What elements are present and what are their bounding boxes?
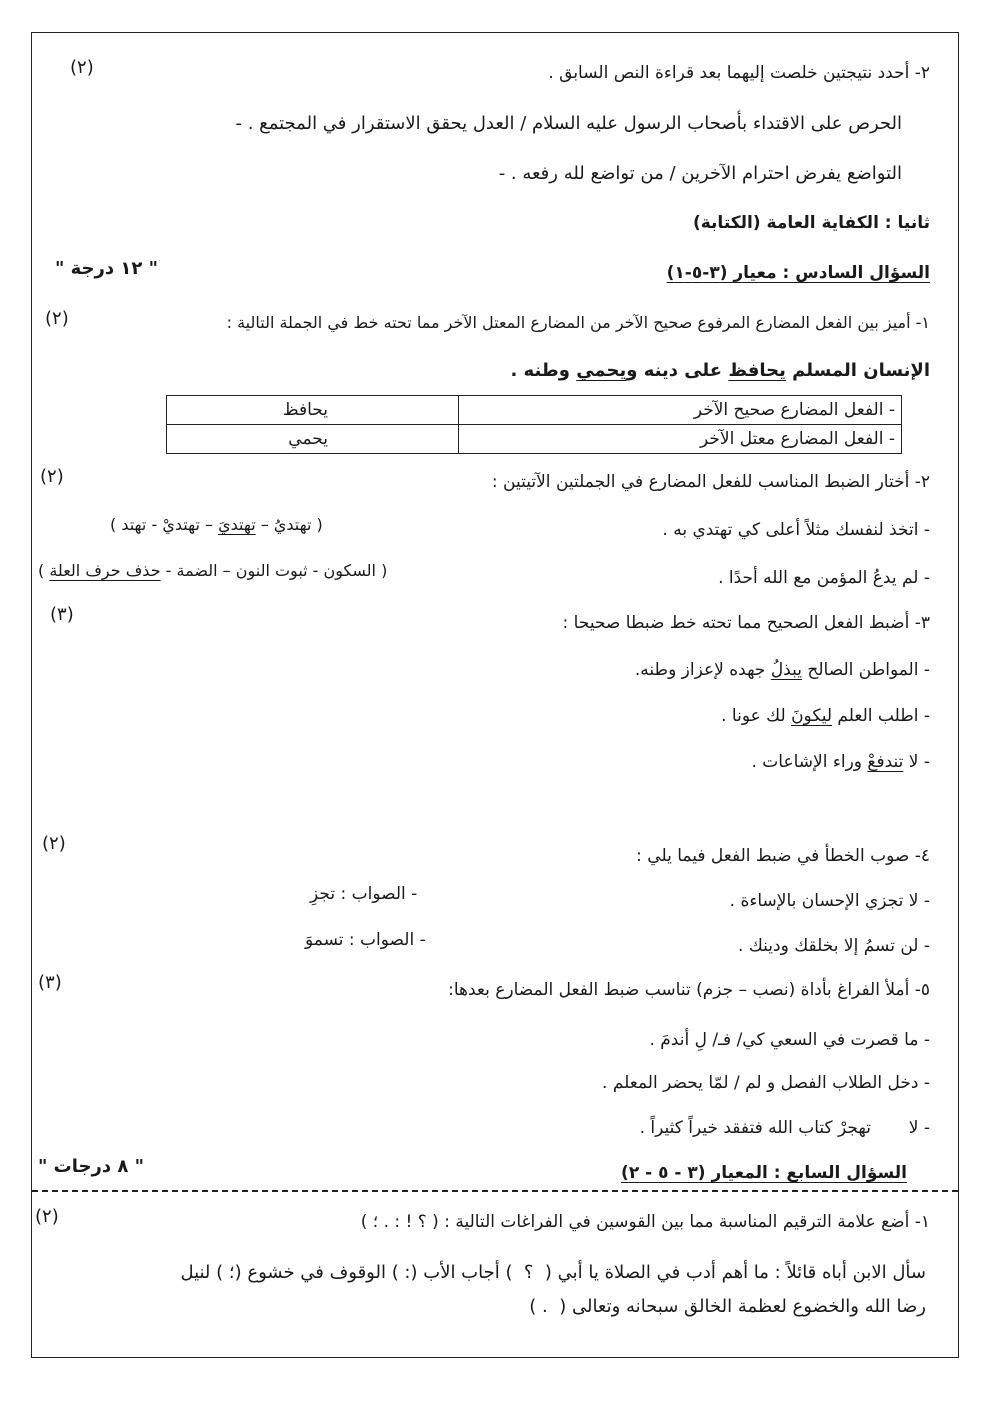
q7-grade: " ٨ درجات " [38, 1156, 144, 1177]
correction: - الصواب : تسموَ [305, 930, 426, 950]
table-value: يحمي [167, 425, 459, 454]
q-item2-prompt: ٢- أحدد نتيجتين خلصت إليهما بعد قراءة النص السابق . [548, 63, 930, 83]
q7-item1-prompt: ١- أضع علامة الترقيم المناسبة مما بين القوسين في الفراغات التالية : ( ؟ ! : . ؛ ) [360, 1212, 930, 1232]
answer-line: التواضع يفرض احترام الآخرين / من تواضع لله رفعه . - [498, 163, 902, 184]
q6-item5-line: - دخل الطلاب الفصل و لم / لمّا يحضر المعلم . [602, 1073, 930, 1093]
q6-sentence: الإنسان المسلم يحافظ على دينه ويحمي وطنه . [510, 360, 930, 381]
q7-paragraph-line: رضا الله والخضوع لعظمة الخالق سبحانه وتعالى ( . ) [529, 1296, 926, 1317]
answer-line: الحرص على الاقتداء بأصحاب الرسول عليه السلام / العدل يحقق الاستقرار في المجتمع . - [235, 113, 902, 134]
q7-item1-mark: (٢) [35, 1206, 59, 1227]
q6-item3-line: - اطلب العلم ليكونَ لك عونا . [721, 706, 930, 726]
table-row [167, 425, 902, 454]
underlined-verb: ليكونَ [791, 706, 833, 726]
q6-item2-mark: (٢) [40, 466, 64, 487]
correction: - الصواب : تجزِ [310, 884, 418, 904]
q6-item4-prompt: ٤- صوب الخطأ في ضبط الفعل فيما يلي : [636, 846, 930, 866]
q6-item3-line: - المواطن الصالح يبذلُ جهده لإعزاز وطنه. [634, 660, 930, 680]
q6-item3-prompt: ٣- أضبط الفعل الصحيح مما تحته خط ضبطا صحيحا : [562, 613, 930, 633]
q7-paragraph-line: سأل الابن أباه قائلاً : ما أهم أدب في الصلاة يا أبي ( ؟ ) أجاب الأب (: ) الوقوف في خشوع (؛ ) لنيل [180, 1262, 926, 1283]
table-label: - الفعل المضارع معتل الآخر [459, 425, 902, 454]
choice-group: ( تهتديُ – تهتديَ – تهتديْ - تهتد ) [110, 515, 323, 534]
q6-item3-mark: (٣) [50, 604, 74, 625]
q7-title: السؤال السابع : المعيار (٣ - ٥ - ٢) [621, 1163, 907, 1183]
q6-item5-line: - لا تهجرْ كتاب الله فتفقد خيراً كثيراً . [639, 1118, 930, 1138]
underlined-verb: يحافظ [728, 360, 786, 381]
q6-item5-line: - ما قصرت في السعي كي/ فـ/ لِ أندمَ . [649, 1030, 930, 1050]
q-item2-mark: (٢) [70, 57, 94, 78]
choice-group: ( السكون - ثبوت النون – الضمة - حذف حرف العلة ) [38, 561, 388, 580]
q6-item2-prompt: ٢- أختار الضبط المناسب للفعل المضارع في الجملتين الآتيتين : [491, 472, 930, 492]
section-title: ثانيا : الكفاية العامة (الكتابة) [692, 213, 930, 233]
selected-choice: تهتديَ [218, 515, 256, 534]
table-value: يحافظ [167, 396, 459, 425]
verb-classification-table [166, 395, 902, 454]
q6-item4-mark: (٢) [42, 833, 66, 854]
table-label: - الفعل المضارع صحيح الآخر [459, 396, 902, 425]
q6-item4-line: - لا تجزي الإحسان بالإساءة . [729, 891, 930, 911]
q6-item4-line: - لن تسمُ إلا بخلقك ودينك . [738, 936, 930, 956]
q6-item1-mark: (٢) [45, 308, 69, 329]
q6-title: السؤال السادس : معيار (٣-٥-١) [666, 263, 930, 283]
q6-item2-line: - اتخذ لنفسك مثلاً أعلى كي تهتدي به . [662, 520, 930, 540]
q6-grade: " ١٢ درجة " [55, 258, 159, 279]
q6-item5-prompt: ٥- أملأ الفراغ بأداة (نصب – جزم) تناسب ضبط الفعل المضارع بعدها: [448, 980, 930, 1000]
q6-item5-mark: (٣) [38, 972, 62, 993]
q6-item1-prompt: ١- أميز بين الفعل المضارع المرفوع صحيح الآخر من المضارع المعتل الآخر مما تحته خط في الجملة التالية : [226, 313, 930, 332]
q6-item3-line: - لا تندفعْ وراء الإشاعات . [751, 752, 930, 772]
underlined-verb: يحمي [576, 360, 627, 381]
selected-choice: حذف حرف العلة [49, 561, 161, 580]
table-row [167, 396, 902, 425]
q6-item2-line: - لم يدعُ المؤمن مع الله أحدًا . [718, 568, 930, 588]
underlined-verb: يبذلُ [770, 660, 802, 680]
divider [32, 1190, 958, 1192]
underlined-verb: تندفعْ [867, 752, 904, 772]
